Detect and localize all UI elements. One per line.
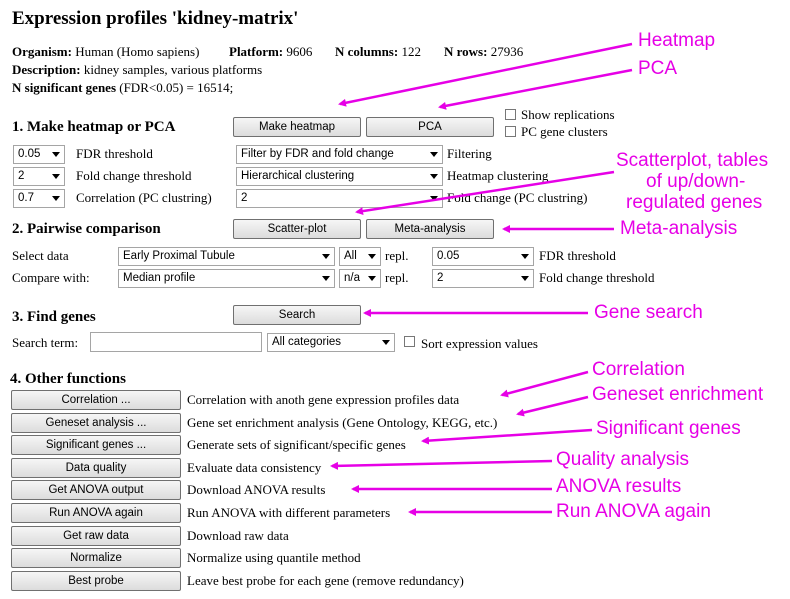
section4-heading: 4. Other functions [10, 371, 126, 387]
annotation-scatter-2: of up/down- [646, 171, 746, 192]
function-button-6[interactable]: Get raw data [11, 526, 181, 546]
annotation-heatmap: Heatmap [638, 30, 716, 51]
annotation-quality: Quality analysis [556, 449, 690, 470]
arrow-pca [440, 70, 632, 107]
annotation-significant: Significant genes [596, 418, 741, 439]
arrow-correlation [502, 372, 588, 395]
repl-value-1: All [344, 250, 357, 262]
select-data-value: Early Proximal Tubule [123, 250, 235, 262]
meta-analysis-button[interactable]: Meta-analysis [366, 219, 494, 239]
function-button-8[interactable]: Best probe [11, 571, 181, 591]
pairwise-fold-label: Fold change threshold [539, 270, 655, 285]
pca-button[interactable]: PCA [366, 117, 494, 137]
sort-expression-label: Sort expression values [421, 336, 538, 351]
arrow-significant [423, 430, 592, 441]
heatmap-clustering-label: Heatmap clustering [447, 168, 549, 183]
pairwise-fold-value: 2 [437, 272, 444, 284]
function-button-0[interactable]: Correlation ... [11, 390, 181, 410]
fdr-threshold-value: 0.05 [18, 148, 41, 160]
heatmap-clustering-value: Hierarchical clustering [241, 170, 355, 182]
arrow-geneset [518, 397, 588, 414]
annotation-run-anova: Run ANOVA again [556, 501, 711, 522]
function-description-7: Normalize using quantile method [187, 550, 361, 566]
section2-heading: 2. Pairwise comparison [12, 221, 161, 237]
fold-change-pc-value: 2 [241, 192, 248, 204]
function-description-6: Download raw data [187, 527, 289, 543]
function-button-4[interactable]: Get ANOVA output [11, 480, 181, 500]
make-heatmap-button[interactable]: Make heatmap [233, 117, 361, 137]
annotation-correlation: Correlation [592, 359, 685, 380]
fdr-threshold-label: FDR threshold [76, 146, 153, 161]
annotation-gene-search: Gene search [594, 302, 703, 323]
fold-change-pc-label: Fold change (PC clustring) [447, 190, 588, 205]
page-title: Expression profiles 'kidney-matrix' [12, 8, 299, 29]
function-button-2[interactable]: Significant genes ... [11, 435, 181, 455]
annotation-scatter-1: Scatterplot, tables [616, 150, 769, 171]
annotation-scatter-3: regulated genes [626, 192, 763, 213]
show-replications-label: Show replications [521, 107, 615, 122]
function-button-1[interactable]: Geneset analysis ... [11, 413, 181, 433]
nsig-value: (FDR<0.05) = 16514; [119, 80, 234, 95]
scatter-plot-button[interactable]: Scatter-plot [233, 219, 361, 239]
annotation-geneset: Geneset enrichment [592, 384, 764, 405]
search-button[interactable]: Search [233, 305, 361, 325]
arrow-quality [332, 461, 552, 466]
organism-label: Organism: [12, 44, 72, 59]
filtering-value: Filter by FDR and fold change [241, 148, 394, 160]
annotation-anova-results: ANOVA results [556, 476, 682, 497]
category-value: All categories [272, 336, 342, 348]
description-label: Description: [12, 62, 81, 77]
nrows-value: 27936 [490, 44, 524, 59]
repl-label-2: repl. [385, 270, 409, 285]
annotation-meta: Meta-analysis [620, 218, 738, 239]
section1-heading: 1. Make heatmap or PCA [12, 119, 176, 135]
function-description-0: Correlation with anoth gene expression profiles data [187, 392, 460, 407]
function-button-7[interactable]: Normalize [11, 548, 181, 568]
fold-change-label: Fold change threshold [76, 168, 192, 183]
fold-change-value: 2 [18, 170, 25, 182]
function-description-8: Leave best probe for each gene (remove redundancy) [187, 572, 464, 588]
function-description-3: Evaluate data consistency [187, 459, 322, 475]
platform-label: Platform: [229, 44, 284, 59]
function-description-1: Gene set enrichment analysis (Gene Ontology, KEGG, etc.) [187, 414, 498, 430]
function-button-3[interactable]: Data quality [11, 458, 181, 478]
filtering-label: Filtering [447, 146, 492, 161]
repl-value-2: n/a [344, 272, 360, 284]
pairwise-fdr-value: 0.05 [437, 250, 460, 262]
description-value: kidney samples, various platforms [83, 62, 263, 77]
arrow-heatmap [340, 44, 632, 104]
platform-value: 9606 [286, 44, 313, 59]
ncols-label: N columns: [335, 44, 399, 59]
section3-heading: 3. Find genes [12, 309, 96, 325]
organism-value: Human (Homo sapiens) [75, 44, 200, 59]
arrow-scatter [357, 172, 614, 212]
nsig-label: N significant genes [12, 80, 116, 95]
pc-gene-clusters-label: PC gene clusters [521, 124, 608, 139]
repl-label-1: repl. [385, 248, 409, 263]
search-term-label: Search term: [12, 335, 79, 350]
ncols-value: 122 [401, 44, 421, 59]
compare-with-value: Median profile [123, 272, 196, 284]
correlation-label: Correlation (PC clustring) [76, 190, 212, 205]
nrows-label: N rows: [444, 44, 488, 59]
annotation-pca: PCA [638, 58, 678, 79]
pairwise-fdr-label: FDR threshold [539, 248, 616, 263]
function-button-5[interactable]: Run ANOVA again [11, 503, 181, 523]
function-description-2: Generate sets of significant/specific genes [187, 437, 406, 453]
correlation-value: 0.7 [18, 192, 34, 204]
select-data-label: Select data [12, 248, 69, 263]
compare-with-label: Compare with: [12, 270, 90, 285]
function-description-4: Download ANOVA results [187, 482, 326, 498]
function-description-5: Run ANOVA with different parameters [187, 505, 391, 520]
